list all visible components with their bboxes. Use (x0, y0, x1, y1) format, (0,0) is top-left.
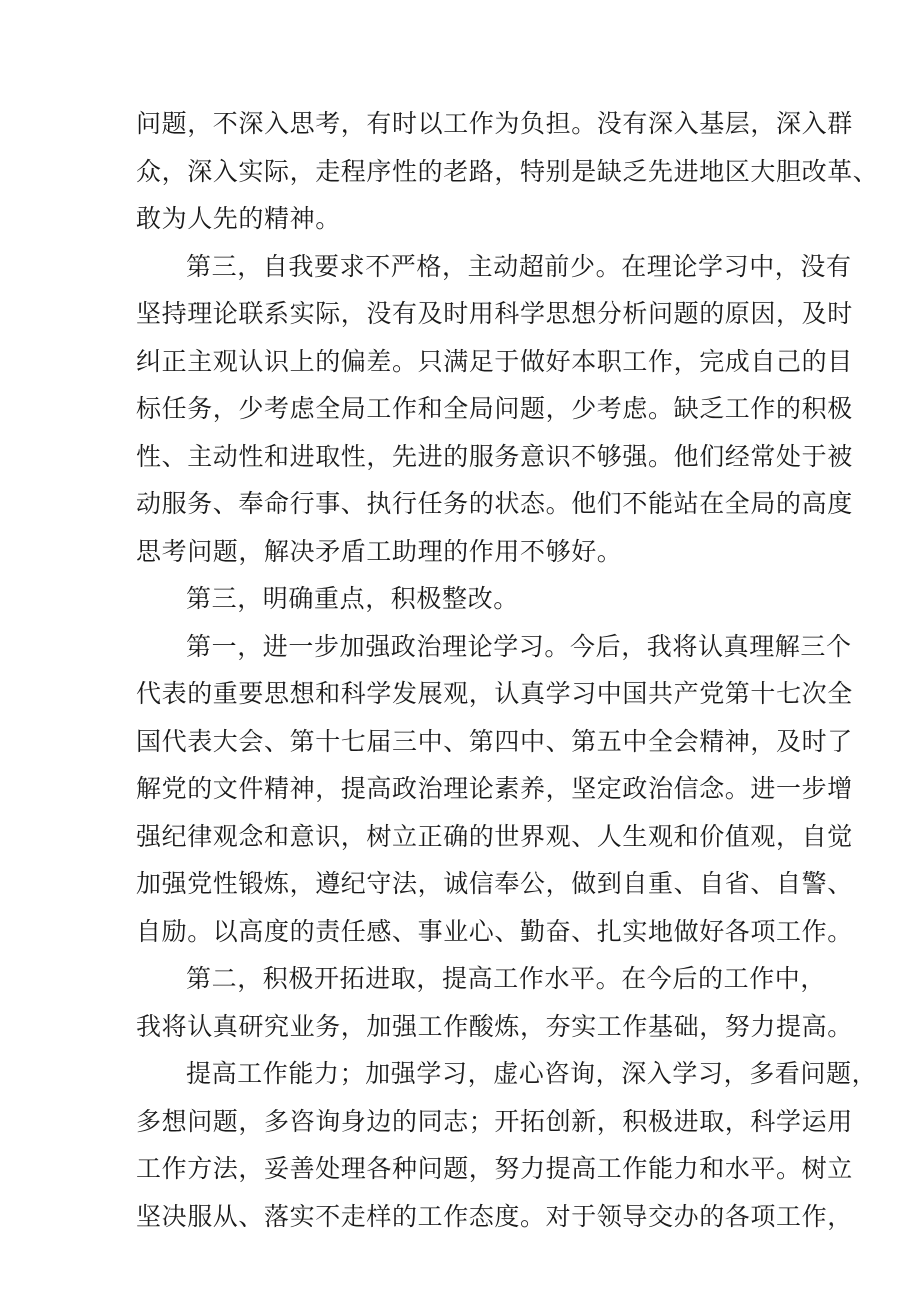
text-line: 提高工作能力；加强学习，虚心咨询，深入学习，多看问题， (186, 1059, 878, 1088)
text-line: 工作方法，妥善处理各种问题，努力提高工作能力和水平。树立 (136, 1154, 853, 1183)
text-line: 思考问题，解决矛盾工助理的作用不够好。 (136, 536, 623, 566)
text-line: 坚持理论联系实际，没有及时用科学思想分析问题的原因，及时 (136, 299, 853, 328)
text-line: 强纪律观念和意识，树立正确的世界观、人生观和价值观，自觉 (136, 821, 853, 851)
text-line: 第一，进一步加强政治理论学习。今后，我将认真理解三个 (186, 631, 852, 661)
text-line: 自励。以高度的责任感、事业心、勤奋、扎实地做好各项工作。 (136, 916, 853, 946)
document-body (136, 100, 879, 1240)
text-line: 代表的重要思想和科学发展观，认真学习中国共产党第十七次全 (136, 679, 853, 708)
text-line: 第三，明确重点，积极整改。 (186, 584, 519, 613)
text-line: 国代表大会、第十七届三中、第四中、第五中全会精神，及时了 (136, 726, 853, 756)
text-line: 加强党性锻炼，遵纪守法，诚信奉公，做到自重、自省、自警、 (136, 869, 853, 898)
text-line: 我将认真研究业务，加强工作酸炼，夯实工作基础，努力提高。 (136, 1011, 853, 1041)
text-line: 第三，自我要求不严格，主动超前少。在理论学习中，没有 (186, 251, 852, 281)
text-line: 问题，不深入思考，有时以工作为负担。没有深入基层，深入群 (136, 109, 853, 138)
text-line: 性、主动性和进取性，先进的服务意识不够强。他们经常处于被 (136, 441, 853, 471)
text-line: 众，深入实际，走程序性的老路，特别是缺乏先进地区大胆改革、 (136, 156, 879, 186)
text-line: 坚决服从、落实不走样的工作态度。对于领导交办的各项工作， (136, 1201, 853, 1231)
text-line: 多想问题，多咨询身边的同志；开拓创新，积极进取，科学运用 (136, 1106, 853, 1136)
text-line: 纠正主观认识上的偏差。只满足于做好本职工作，完成自己的目 (136, 346, 853, 376)
text-line: 动服务、奉命行事、执行任务的状态。他们不能站在全局的高度 (136, 489, 853, 518)
text-line: 第二，积极开拓进取，提高工作水平。在今后的工作中， (186, 964, 827, 993)
text-line: 敢为人先的精神。 (136, 204, 341, 233)
text-line: 标任务，少考虑全局工作和全局问题，少考虑。缺乏工作的积极 (136, 394, 853, 423)
text-line: 解党的文件精神，提高政治理论素养，坚定政治信念。进一步增 (136, 774, 853, 803)
